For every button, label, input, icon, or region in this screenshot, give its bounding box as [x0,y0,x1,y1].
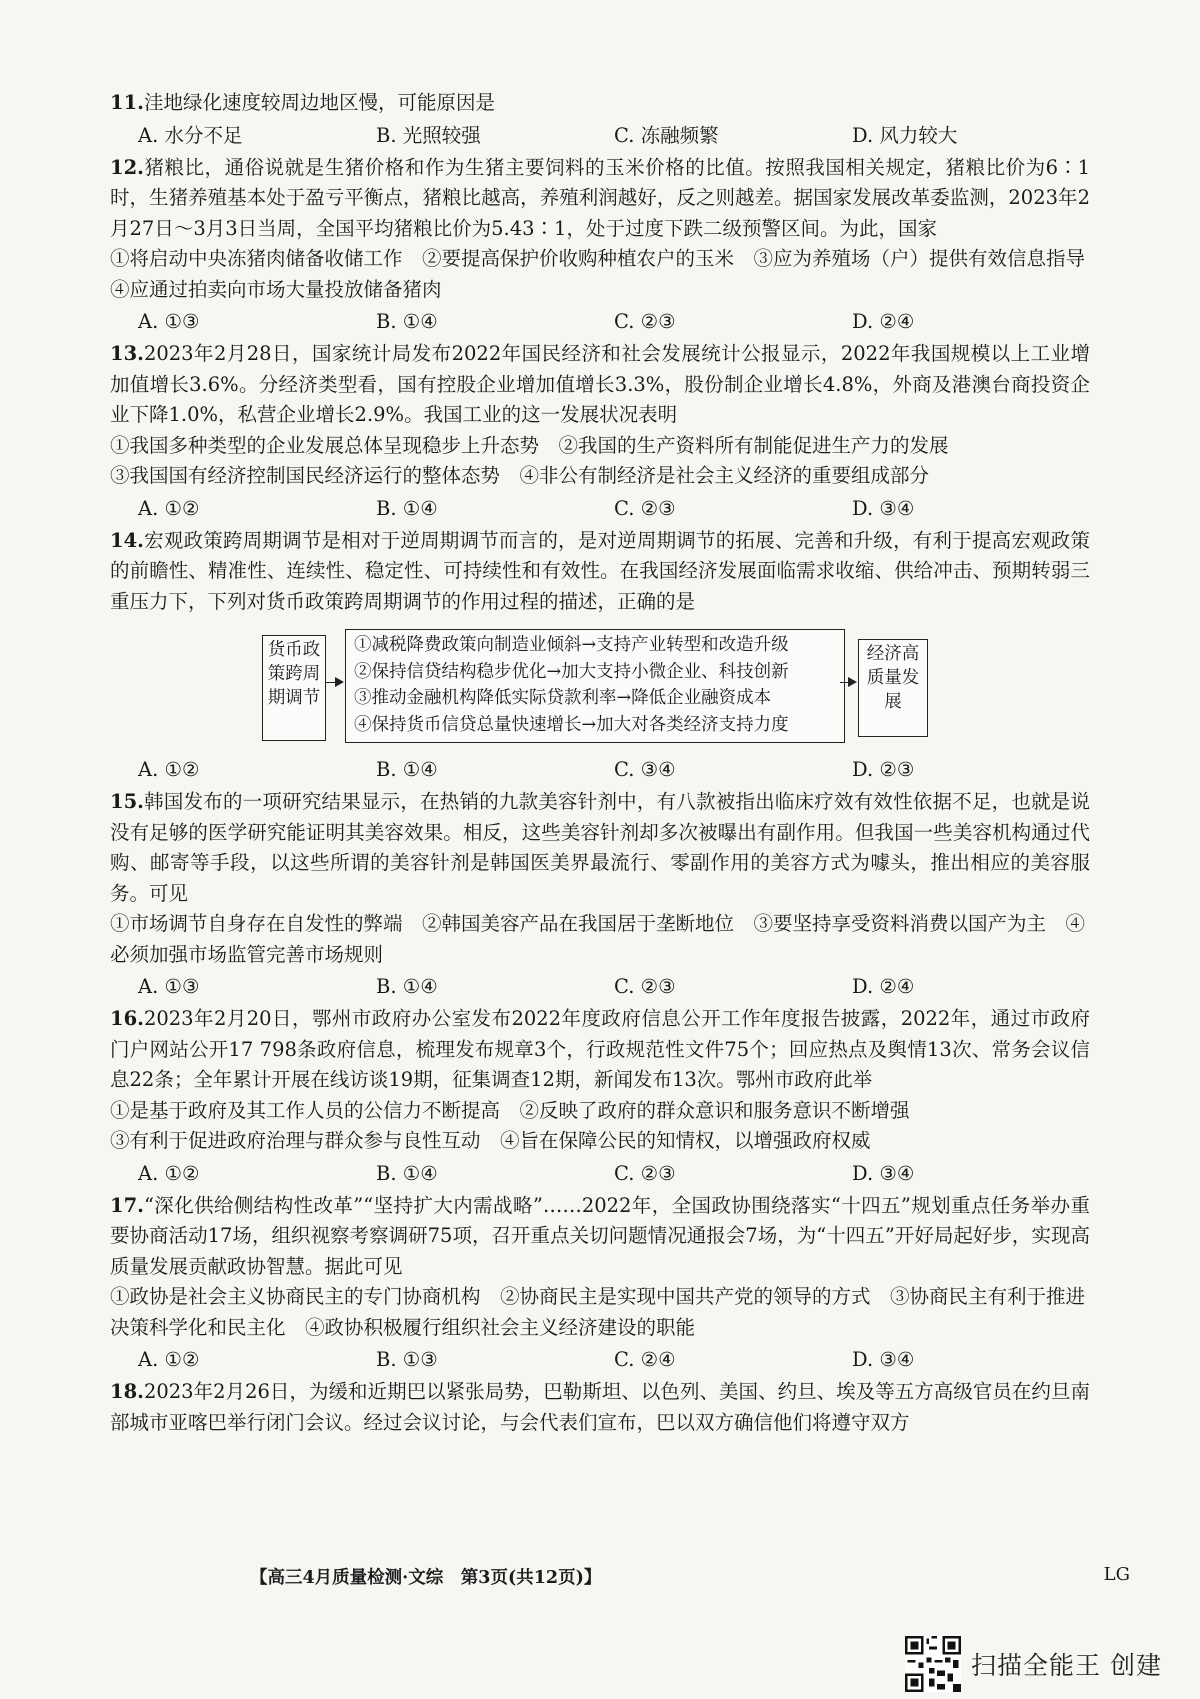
question-18 [110,1377,1090,1438]
option-a: A. ①③ [138,310,200,333]
watermark-text: 扫描全能王 创建 [971,1651,1162,1680]
footer-code: LG [1103,1564,1130,1585]
option-a: A. ①② [138,496,200,520]
question-stem: 2023年2月28日，国家统计局发布2022年国民经济和社会发展统计公报显示，2022年我国规模以上工业增加值增长3.6%。分经济类型看，国有控股企业增加值增长3.3%，股份制企业增长4.8%，外商及港澳台商投资企业下降1.0%，私营企业增长2.9%。我国工业的这一发展状况表明 [110,342,1090,426]
question-17 [110,1191,1090,1376]
qr-code-icon [905,1636,961,1692]
question-13 [110,339,1090,524]
question-number: 12. [110,155,144,179]
options [138,1159,1090,1189]
options [138,755,1090,785]
question-number: 17. [110,1193,144,1217]
arrow-right-icon [326,682,342,683]
flowchart-right-box: 经济高质量发展 [858,639,928,737]
option-c: C. ②③ [614,975,676,998]
question-stem: “深化供给侧结构性改革”“坚持扩大内需战略”……2022年，全国政协围绕落实“十四五”规划重点任务举办重要协商活动17场，组织视察考察调研75项，召开重点关切问题情况通报会7场，为“十四五”开好局起好步，实现高质量发展贡献政协智慧。据此可见 [110,1193,1090,1278]
question-stem: 韩国发布的一项研究结果显示，在热销的九款美容针剂中，有八款被指出临床疗效有效性依据不足，也就是说没有足够的医学研究能证明其美容效果。相反，这些美容针剂却多次被曝出有副作用。但我国一些美容机构通过代购、邮寄等手段，以这些所谓的美容针剂是韩国医美界最流行、零副作用的美容方式为噱头，推出相应的美容服务。可见 [110,790,1090,905]
question-number: 18. [110,1380,144,1403]
option-c: C. ③④ [614,758,676,781]
statements: ①是基于政府及其工作人员的公信力不断提高 ②反映了政府的群众意识和服务意识不断增强 [110,1098,910,1122]
question-number: 16. [110,1007,144,1030]
option-d: D. ③④ [852,496,915,520]
question-number: 15. [110,790,144,813]
statements: ③有利于促进政府治理与群众参与良性互动 ④旨在保障公民的知情权，以增强政府权威 [110,1129,871,1152]
question-number: 11. [110,91,144,114]
option-c: C. ②③ [614,1161,676,1185]
question-12 [110,153,1105,338]
question-15 [110,787,1090,1002]
flowchart-middle-box [345,629,845,743]
option-b: B. ①③ [376,1348,438,1371]
flowchart-item: ④保持货币信贷总量快速增长→加大对各类经济支持力度 [354,714,789,735]
flowchart-item: ③推动金融机构降低实际贷款利率→降低企业融资成本 [354,688,772,708]
question-14 [110,526,1090,786]
option-a: A. 水分不足 [138,123,243,147]
question-stem: 2023年2月20日，鄂州市政府办公室发布2022年度政府信息公开工作年度报告披露，2022年，通过市政府门户网站公开17 798条政府信息，梳理发布规章3个，行政规范性文件75个；回应热点及舆情13次、常务会议信息22条；全年累计开展在线访谈19期，征集调查12期，新闻发布13次。鄂州市政府此举 [110,1007,1090,1091]
question-number: 14. [110,528,144,552]
question-number: 13. [110,342,144,365]
option-b: B. 光照较强 [376,123,481,147]
question-11 [110,88,1090,151]
flowchart-item: ②保持信贷结构稳步优化→加大支持小微企业、科技创新 [354,661,789,682]
question-stem: 猪粮比，通俗说就是生猪价格和作为生猪主要饲料的玉米价格的比值。按照我国相关规定，猪粮比价为6∶1时，生猪养殖基本处于盈亏平衡点，猪粮比越高，养殖利润越好，反之则越差。据国家发展改革委监测，2023年2月27日～3月3日当周，全国平均猪粮比价为5.43∶1，处于过度下跌二级预警区间。为此，国家 [110,155,1090,240]
question-stem: 洼地绿化速度较周边地区慢，可能原因是 [143,91,495,114]
option-d: D. ③④ [852,1348,915,1371]
flowchart-item: ①减税降费政策向制造业倾斜→支持产业转型和改造升级 [354,635,789,655]
statements: ①我国多种类型的企业发展总体呈现稳步上升态势 ②我国的生产资料所有制能促进生产力的发展 [110,433,949,457]
options [138,1345,1090,1375]
footer-text: 【高三4月质量检测·文综 第3页(共12页)】 [250,1568,602,1588]
option-d: D. ②③ [852,758,915,781]
option-b: B. ①④ [376,1161,438,1185]
option-c: C. ②③ [614,310,676,333]
option-b: B. ①④ [376,310,438,333]
question-stem: 2023年2月26日，为缓和近期巴以紧张局势，巴勒斯坦、以色列、美国、约旦、埃及等五方高级官员在约旦南部城市亚喀巴举行闭门会议。经过会议讨论，与会代表们宣布，巴以双方确信他们将遵守双方 [110,1380,1090,1434]
option-d: D. ②④ [852,975,915,998]
option-c: C. 冻融频繁 [614,123,719,147]
arrow-right-icon [840,682,855,683]
option-c: C. ②④ [614,1348,676,1371]
option-c: C. ②③ [614,496,676,520]
option-d: D. 风力较大 [852,123,958,147]
exam-page [110,88,1105,1438]
flowchart-left-box: 货币政策跨周期调节 [262,635,326,741]
question-16 [110,1004,1090,1189]
options [138,494,1090,524]
statements: ①将启动中央冻猪肉储备收储工作 ②要提高保护价收购种植农户的玉米 ③应为养殖场（户）提供有效信息指导 ④应通过拍卖向市场大量投放储备猪肉 [110,247,1105,301]
flowchart [110,625,1090,749]
question-stem: 宏观政策跨周期调节是相对于逆周期调节而言的，是对逆周期调节的拓展、完善和升级，有利于提高宏观政策的前瞻性、精准性、连续性、稳定性、可持续性和有效性。在我国经济发展面临需求收缩、供给冲击、预期转弱三重压力下，下列对货币政策跨周期调节的作用过程的描述，正确的是 [110,528,1090,613]
statements: ③我国国有经济控制国民经济运行的整体态势 ④非公有制经济是社会主义经济的重要组成部分 [110,464,930,487]
option-a: A. ①③ [138,975,200,998]
option-b: B. ①④ [376,975,438,998]
options [138,972,1090,1002]
option-d: D. ③④ [852,1161,915,1185]
page-footer [250,1564,1130,1589]
option-a: A. ①② [138,1348,200,1371]
option-b: B. ①④ [376,758,438,781]
options [138,307,1090,337]
scanner-watermark [905,1636,1162,1692]
options [138,121,1090,151]
option-a: A. ①② [138,1161,200,1185]
option-d: D. ②④ [852,310,915,333]
statements: ①市场调节自身存在自发性的弊端 ②韩国美容产品在我国居于垄断地位 ③要坚持享受资料消费以国产为主 ④必须加强市场监管完善市场规则 [110,912,1086,966]
statements: ①政协是社会主义协商民主的专门协商机构 ②协商民主是实现中国共产党的领导的方式 ③协商民主有利于推进决策科学化和民主化 ④政协积极履行组织社会主义经济建设的职能 [110,1285,1086,1339]
option-a: A. ①② [138,758,200,781]
option-b: B. ①④ [376,496,438,520]
